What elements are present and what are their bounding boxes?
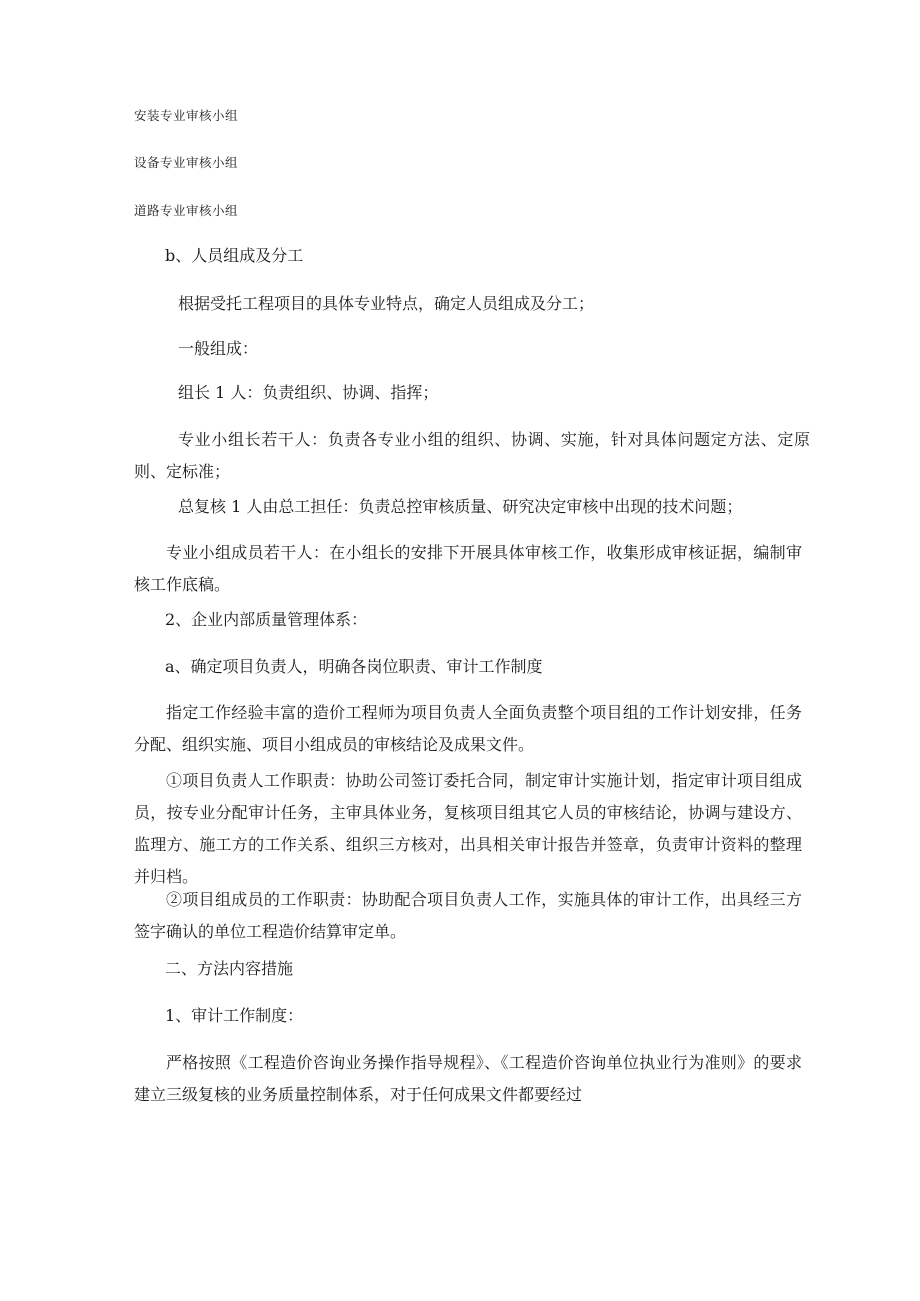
paragraph-composition-intro: 根据受托工程项目的具体专业特点，确定人员组成及分工； bbox=[178, 294, 595, 313]
paragraph-subgroup-leaders: 专业小组长若干人：负责各专业小组的组织、协调、实施，针对具体问题定方法、定原则、定标准； bbox=[134, 430, 810, 481]
group-item-equipment: 设备专业审核小组 bbox=[134, 155, 239, 170]
paragraph-chief-reviewer: 总复核 1 人由总工担任：负责总控审核质量、研究决定审核中出现的技术问题； bbox=[178, 497, 743, 516]
paragraph-member-duties: ②项目组成员的工作职责：协助配合项目负责人工作，实施具体的审计工作，出具经三方签字确认的单位工程造价结算审定单。 bbox=[134, 890, 802, 941]
paragraph-leader-duties: ①项目负责人工作职责：协助公司签订委托合同，制定审计实施计划，指定审计项目组成员，按专业分配审计任务，主审具体业务，复核项目组其它人员的审核结论，协调与建设方、监理方、施工方的工作关系、组织三方核对，出具相关审计报告并签章，负责审计资料的整理并归档。 bbox=[134, 771, 802, 886]
paragraph-strict-procedure: 严格按照《工程造价咨询业务操作指导规程》、《工程造价咨询单位执业行为准则》的要求建立三级复核的业务质量控制体系，对于任何成果文件都要经过 bbox=[134, 1053, 802, 1104]
heading-quality-system: 2、企业内部质量管理体系： bbox=[165, 610, 368, 629]
heading-project-leader: a、确定项目负责人，明确各岗位职责、审计工作制度 bbox=[165, 657, 543, 676]
group-item-road: 道路专业审核小组 bbox=[134, 203, 239, 218]
group-item-installation: 安装专业审核小组 bbox=[134, 108, 239, 123]
paragraph-team-leader: 组长 1 人：负责组织、协调、指挥； bbox=[178, 383, 439, 402]
heading-methods: 二、方法内容措施 bbox=[165, 959, 294, 978]
paragraph-subgroup-members: 专业小组成员若干人：在小组长的安排下开展具体审核工作，收集形成审核证据，编制审核工作底稿。 bbox=[134, 543, 802, 594]
paragraph-assign-leader: 指定工作经验丰富的造价工程师为项目负责人全面负责整个项目组的工作计划安排，任务分配、组织实施、项目小组成员的审核结论及成果文件。 bbox=[134, 703, 802, 754]
heading-audit-system: 1、审计工作制度： bbox=[165, 1006, 304, 1025]
paragraph-general-composition: 一般组成： bbox=[178, 339, 259, 358]
heading-personnel: b、人员组成及分工 bbox=[165, 246, 304, 265]
